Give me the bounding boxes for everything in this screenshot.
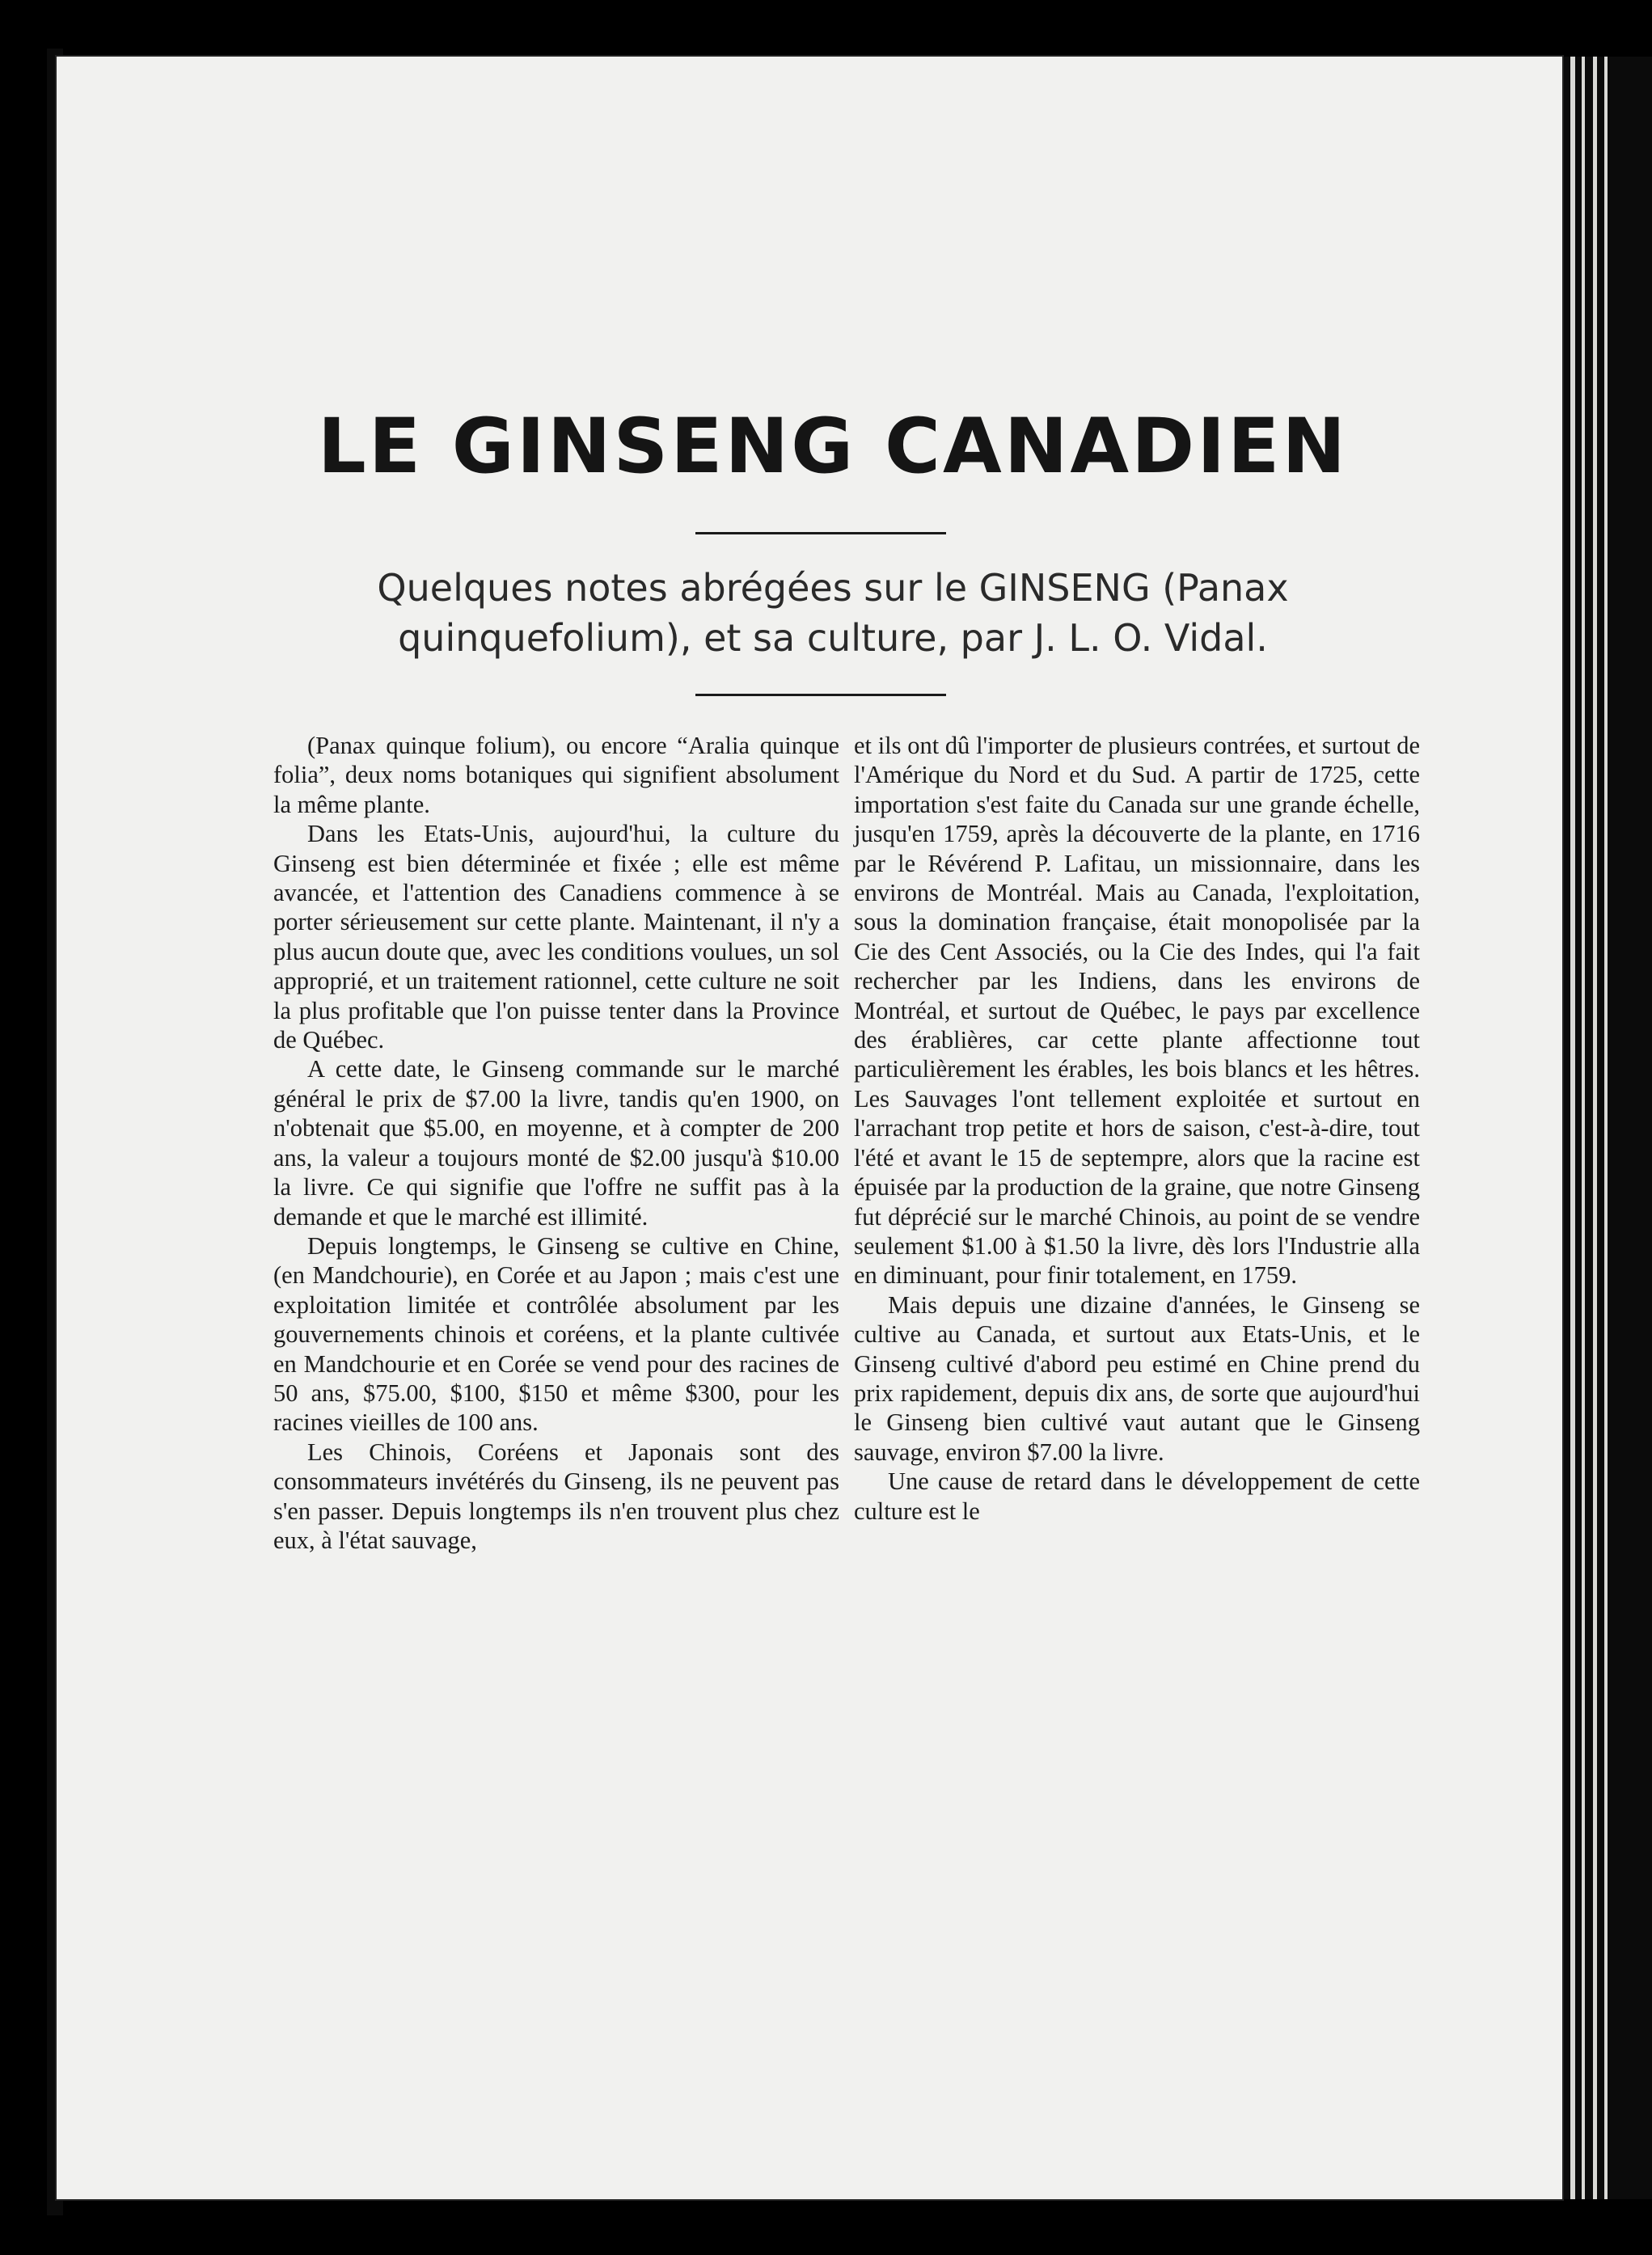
paragraph: A cette date, le Ginseng commande sur le marché général le prix de $7.00 la livre, tandis qu'en 1900, on n'obtenait que $5.00, en moyenne, et à compter de 200 ans, la valeur a toujours monté de $2.00 jusqu'à $10.00 la livre. Ce qui signifie que l'offre ne suffit pas à la demande et que le marché est illimité.	[273, 1055, 839, 1231]
paragraph: Depuis longtemps, le Ginseng se cultive en Chine, (en Mandchourie), en Corée et au Japon ; mais c'est une exploitation limitée et contrôlée absolument par les gouvernements chinois et coréens, et la plante cultivée en Mandchourie et en Corée se vend pour des racines de 50 ans, $75.00, $100, $150 et même $300, pour les racines vieilles de 100 ans.	[273, 1231, 839, 1437]
article-column-left	[273, 731, 839, 1555]
page-edge-right	[1562, 57, 1652, 2199]
subtitle-divider	[695, 694, 946, 696]
paragraph: Dans les Etats-Unis, aujourd'hui, la culture du Ginseng est bien déterminée et fixée ; elle est même avancée, et l'attention des Canadiens commence à se porter sérieusement sur cette plante. Maintenant, il n'y a plus aucun doute que, avec les conditions voulues, un sol approprié, et un traitement rationnel, cette culture ne soit la plus profitable que l'on puisse tenter dans la Province de Québec.	[273, 820, 839, 1054]
paragraph: et ils ont dû l'importer de plusieurs contrées, et surtout de l'Amérique du Nord et du Sud. A partir de 1725, cette importation s'est faite du Canada sur une grande échelle, jusqu'en 1759, après la découverte de la plante, en 1716 par le Révérend P. Lafitau, un missionnaire, dans les environs de Montréal. Mais au Canada, l'exploitation, sous la domination française, était monopolisée par la Cie des Cent Associés, ou la Cie des Indes, qui l'a fait rechercher par les Indiens, dans les environs de Montréal, et surtout de Québec, le pays par excellence des érablières, car cette plante affectionne tout particulièrement les érables, les bois blancs et les hêtres. Les Sauvages l'ont tellement exploitée et surtout en l'arrachant trop petite et hors de saison, c'est-à-dire, tout l'été et avant le 15 de septempre, alors que la racine est épuisée par la production de la graine, que notre Ginseng fut déprécié sur le marché Chinois, au point de se vendre seulement $1.00 à $1.50 la livre, dès lors l'Industrie alla en diminuant, pour finir totalement, en 1759.	[854, 732, 1420, 1290]
article-subtitle: Quelques notes abrégées sur le GINSENG (Panax quinquefolium), et sa culture, par J. L. O. Vidal.	[377, 566, 1289, 660]
article-title: LE GINSENG CANADIEN	[317, 403, 1349, 491]
paragraph: Une cause de retard dans le développement de cette culture est le	[854, 1467, 1420, 1525]
paragraph: (Panax quinque folium), ou encore “Aralia quinque folia”, deux noms botaniques qui signifient absolument la même plante.	[273, 732, 839, 818]
paragraph: Mais depuis une dizaine d'années, le Ginseng se cultive au Canada, et surtout aux Etats-Unis, et le Ginseng cultivé d'abord peu estimé en Chine prend du prix rapidement, depuis dix ans, de sorte que aujourd'hui le Ginseng bien cultivé vaut autant que le Ginseng sauvage, environ $7.00 la livre.	[854, 1290, 1420, 1466]
article-column-right	[854, 731, 1420, 1526]
paragraph: Les Chinois, Coréens et Japonais sont des consommateurs invétérés du Ginseng, ils ne peuvent pas s'en passer. Depuis longtemps ils n'en trouvent plus chez eux, à l'état sauvage,	[273, 1438, 839, 1554]
title-divider	[695, 532, 946, 534]
